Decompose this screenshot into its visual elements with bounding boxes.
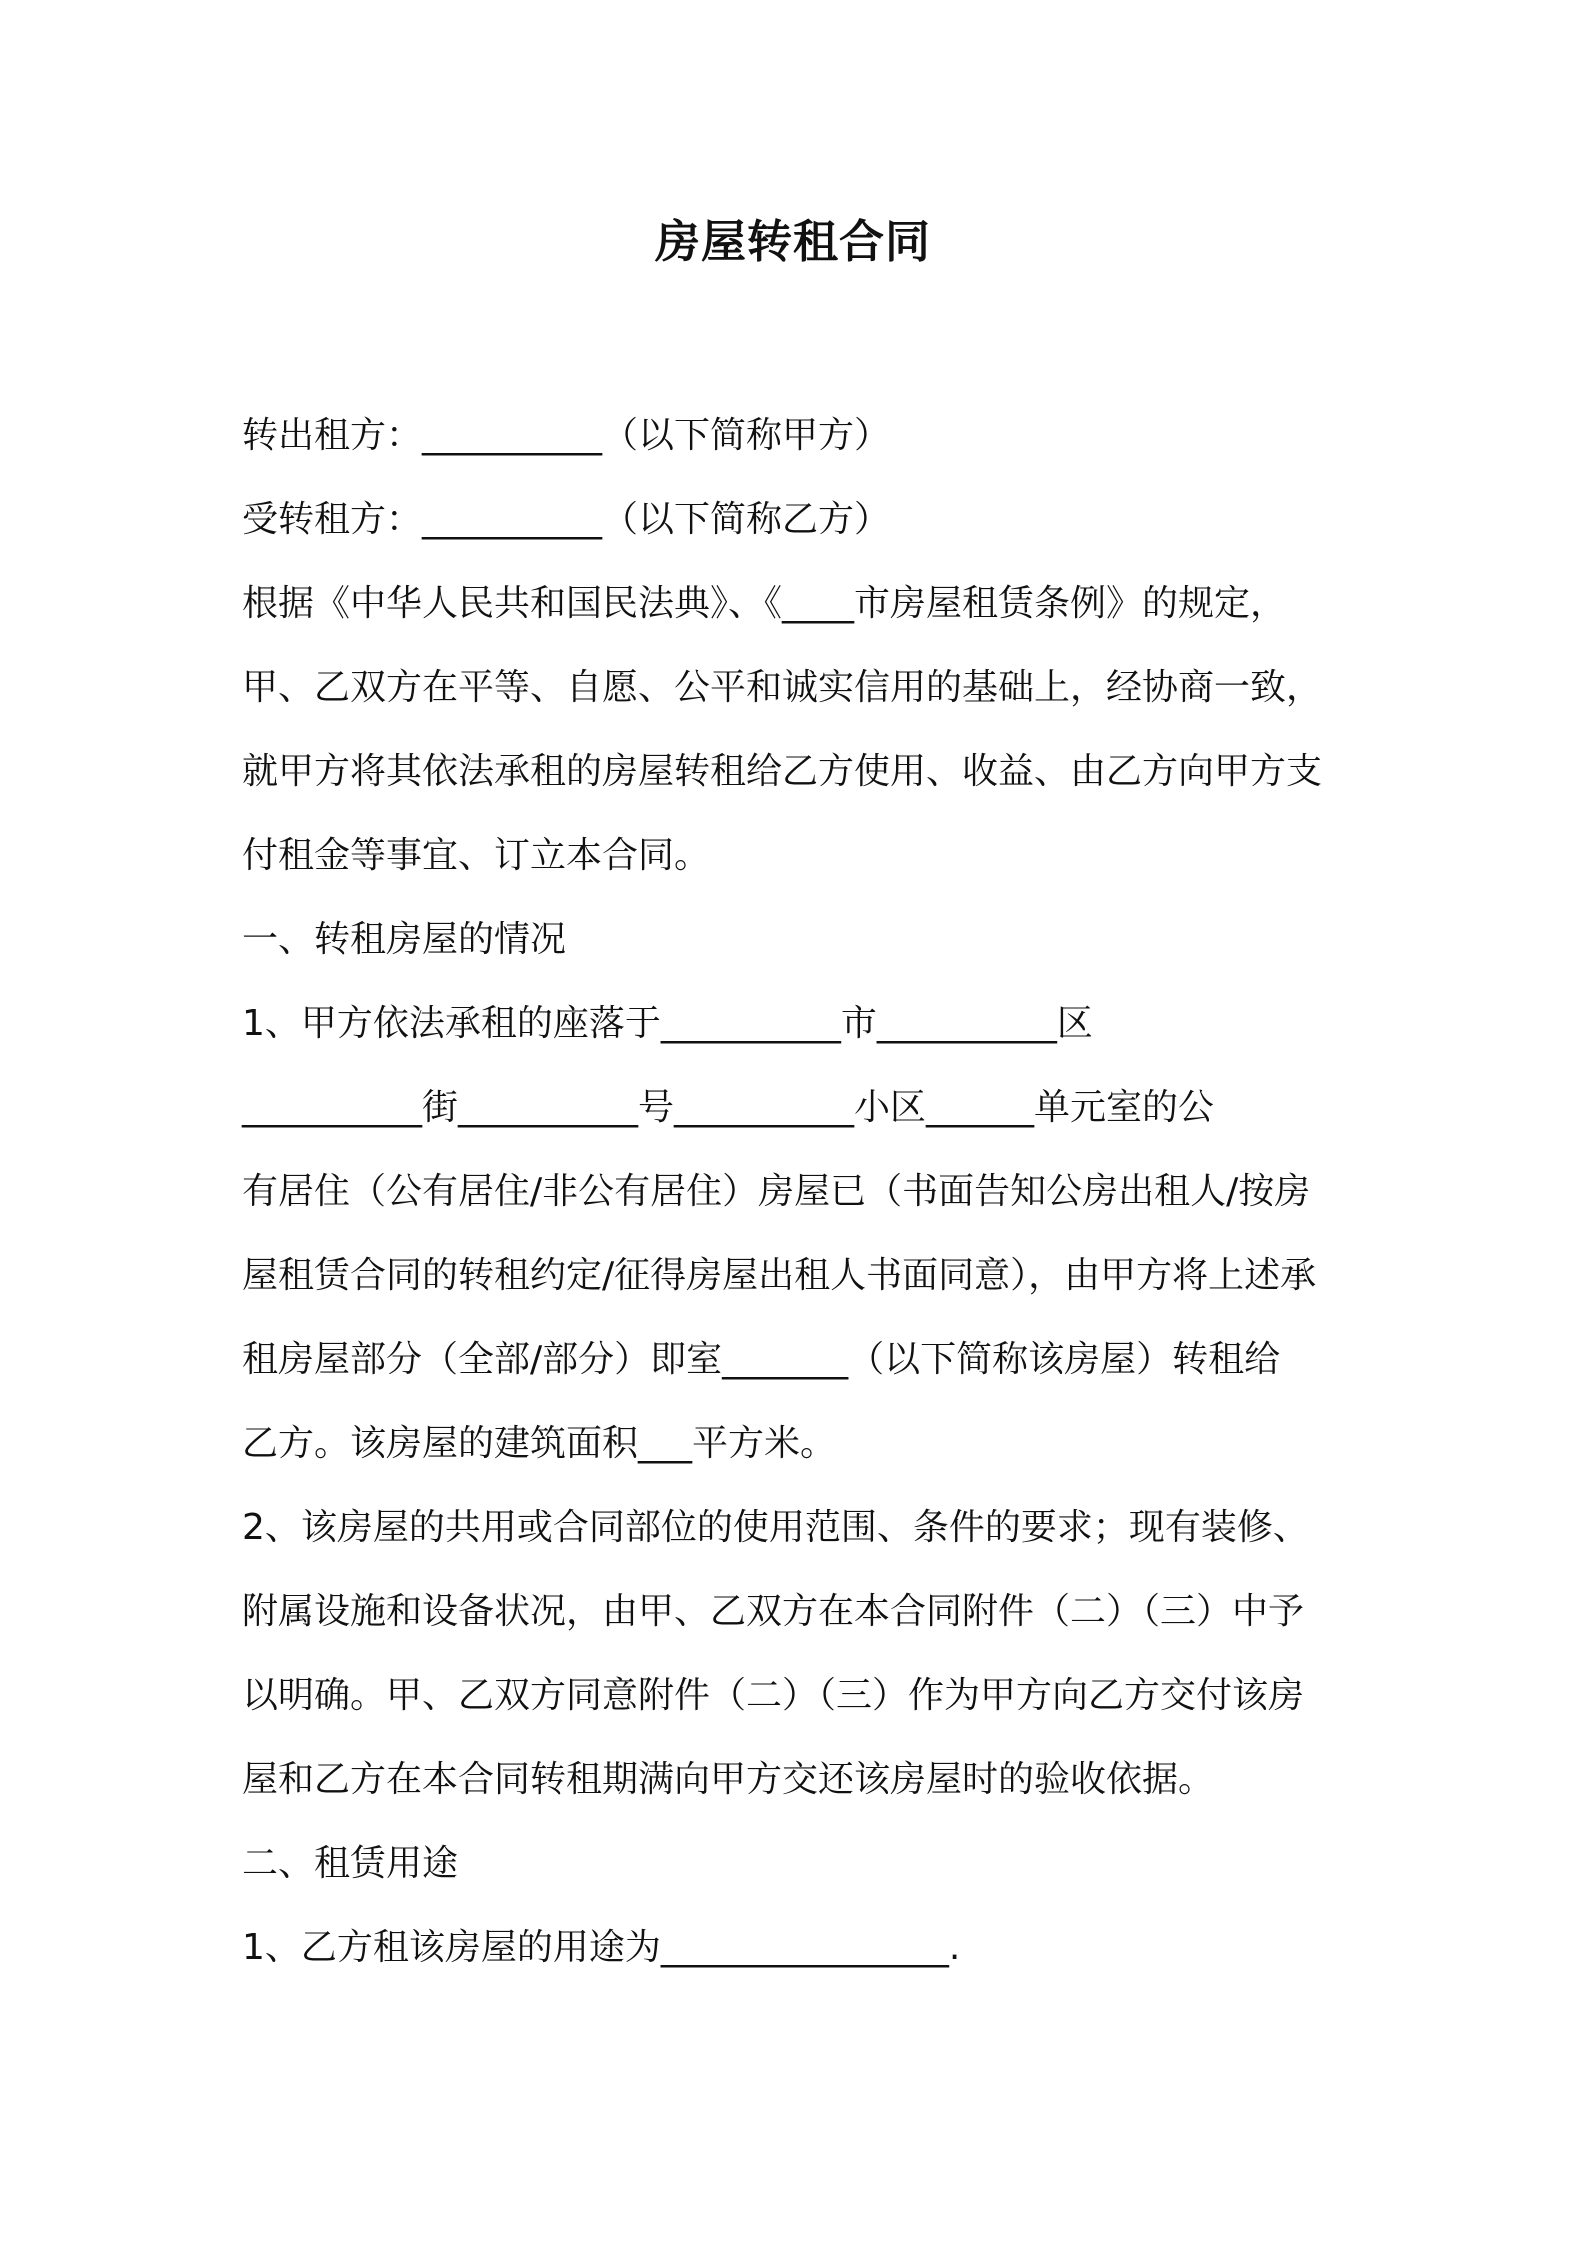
clause-line: 租房屋部分（全部/部分）即室_______（以下简称该房屋）转租给 xyxy=(242,1339,1281,1380)
clause-line: 附属设施和设备状况，由甲、乙双方在本合同附件（二）（三）中予 xyxy=(242,1591,1305,1632)
clause-line: __________街__________号__________小区______单元室的公 xyxy=(242,1087,1215,1128)
clause-line: 屋和乙方在本合同转租期满向甲方交还该房屋时的验收依据。 xyxy=(242,1759,1215,1800)
section-heading: 二、租赁用途 xyxy=(242,1843,459,1884)
clause-line: 1、甲方依法承租的座落于__________市__________区 xyxy=(242,1003,1093,1044)
clause-line: 以明确。甲、乙双方同意附件（二）（三）作为甲方向乙方交付该房 xyxy=(242,1675,1305,1716)
clause-line: 有居住（公有居住/非公有居住）房屋已（书面告知公房出租人/按房 xyxy=(242,1171,1311,1212)
paragraph-line: 甲、乙双方在平等、自愿、公平和诚实信用的基础上，经协商一致， xyxy=(242,667,1323,708)
paragraph-line: 就甲方将其依法承租的房屋转租给乙方使用、收益、由乙方向甲方支 xyxy=(242,751,1323,792)
party-b-line: 受转租方：__________（以下简称乙方） xyxy=(242,499,891,540)
clause-line: 1、乙方租该房屋的用途为________________. xyxy=(242,1927,961,1968)
clause-line: 2、该房屋的共用或合同部位的使用范围、条件的要求；现有装修、 xyxy=(242,1507,1309,1548)
clause-line: 乙方。该房屋的建筑面积___平方米。 xyxy=(242,1423,837,1464)
section-heading: 一、转租房屋的情况 xyxy=(242,919,567,960)
document-title: 房屋转租合同 xyxy=(654,215,931,268)
clause-line: 屋租赁合同的转租约定/征得房屋出租人书面同意），由甲方将上述承 xyxy=(242,1255,1317,1296)
paragraph-line: 付租金等事宜、订立本合同。 xyxy=(242,835,711,876)
party-a-line: 转出租方：__________（以下简称甲方） xyxy=(242,415,891,456)
paragraph-line: 根据《中华人民共和国民法典》、《____市房屋租赁条例》的规定， xyxy=(242,583,1287,624)
